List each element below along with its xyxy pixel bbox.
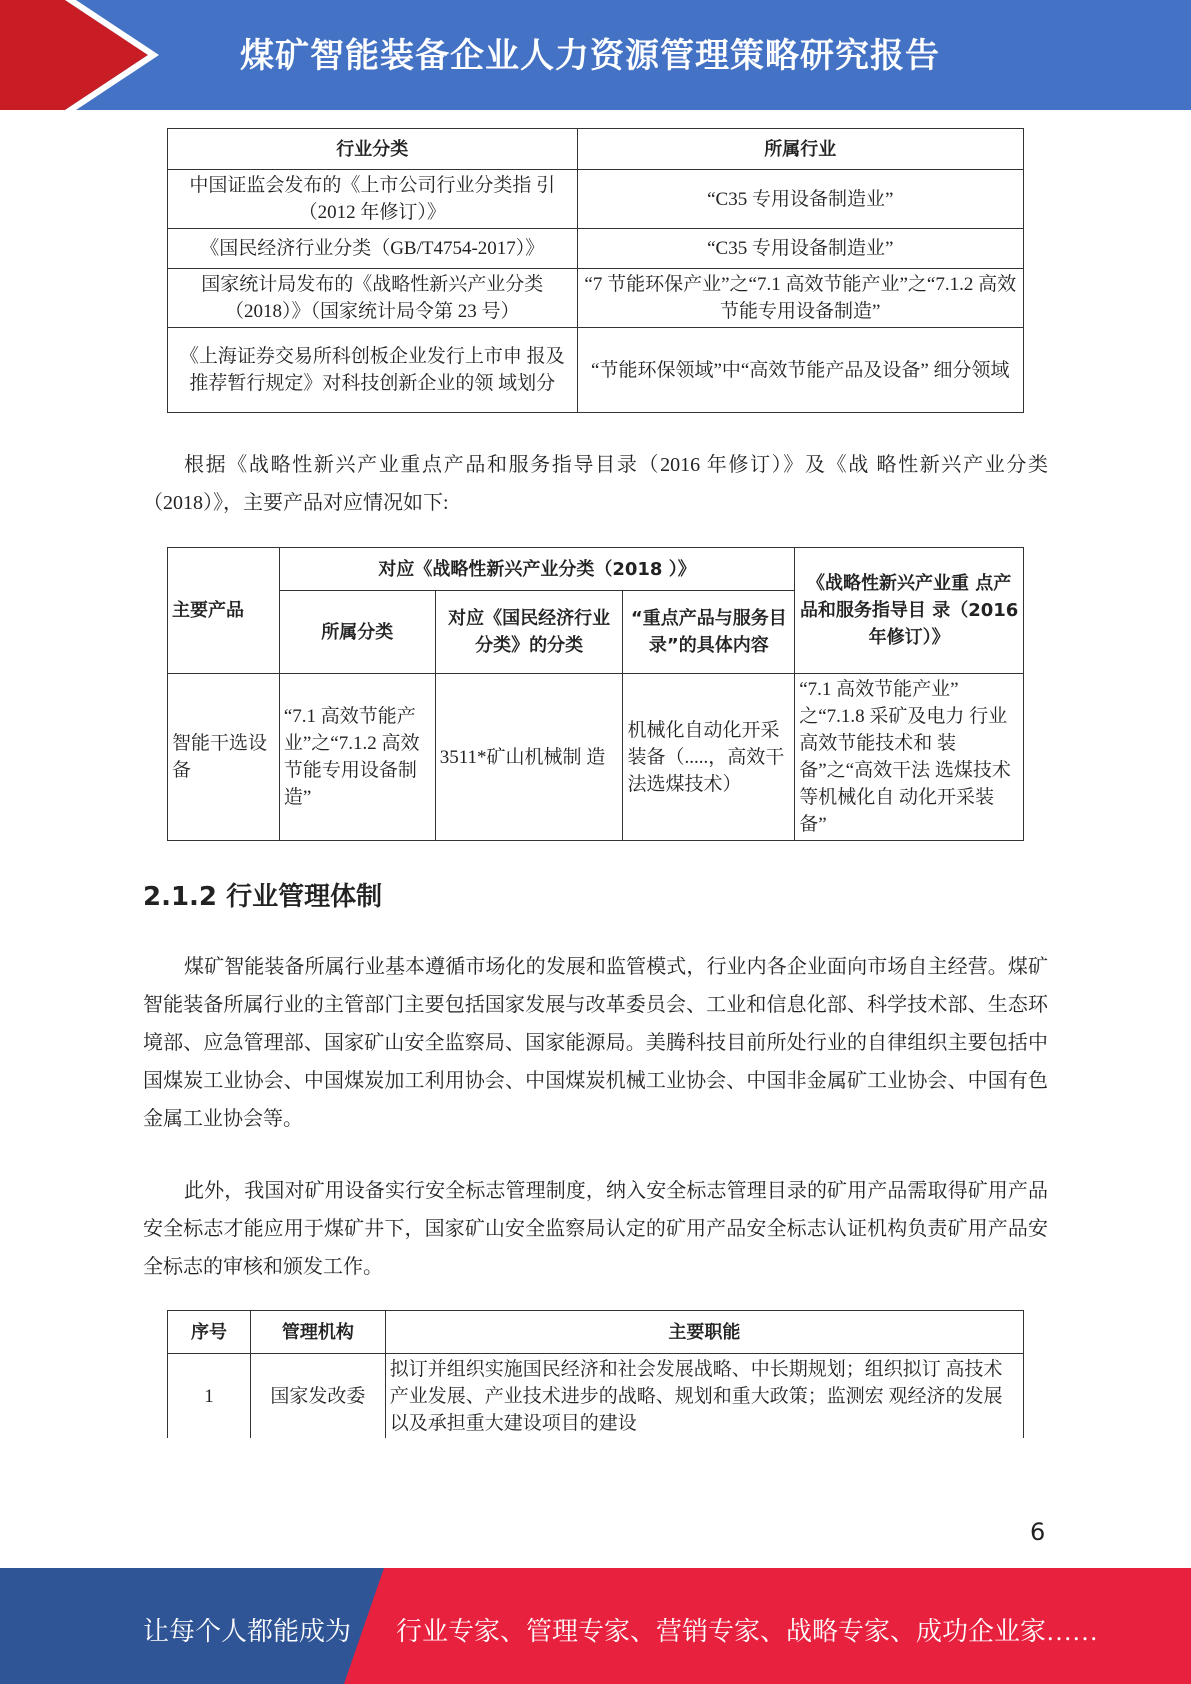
table1-cell: “C35 专用设备制造业” (577, 229, 1023, 269)
table1-cell: 国家统计局发布的《战略性新兴产业分类（2018）》（国家统计局令第 23 号） (168, 269, 578, 328)
table3-cell-index: 1 (168, 1354, 251, 1439)
table1-header-industry: 所属行业 (577, 129, 1023, 170)
intro-paragraph: 根据《战略性新兴产业重点产品和服务指导目录（2016 年修订）》及《战 略性新兴产业分类（2018）》，主要产品对应情况如下: (143, 454, 1048, 514)
footer-slogan-right: 行业专家、管理专家、营销专家、战略专家、成功企业家…… (396, 1617, 1099, 1646)
authority-table-clip (167, 1310, 1027, 1438)
product-cell: 智能干选设备 (168, 674, 280, 841)
sub-header-national-class: 对应《国民经济行业分类》的分类 (435, 591, 623, 674)
category-cell: “7.1 高效节能产业”之“7.1.2 高效节能专用设备制造” (279, 674, 435, 841)
table1-cell: “7 节能环保产业”之“7.1 高效节能产业”之“7.1.2 高效节能专用设备制造” (577, 269, 1023, 328)
directory-cell: “7.1 高效节能产业” 之“7.1.8 采矿及电力 行业高效节能技术和 装备”之“高效干法 选煤技术等机械化自 动化开采装备” (795, 674, 1024, 841)
table1-header-category: 行业分类 (168, 129, 578, 170)
page-number: 6 (1030, 1518, 1046, 1546)
footer-slogan-left: 让每个人都能成为 (143, 1617, 352, 1646)
section-heading: 2.1.2 行业管理体制 (143, 882, 383, 912)
product-mapping-table (167, 547, 1024, 841)
sub-header-category: 所属分类 (279, 591, 435, 674)
table1-cell: 中国证监会发布的《上市公司行业分类指 引（2012 年修订）》 (168, 170, 578, 229)
management-system-paragraph: 煤矿智能装备所属行业基本遵循市场化的发展和监管模式，行业内各企业面向市场自主经营。煤矿智能装备所属行业的主管部门主要包括国家发展与改革委员会、工业和信息化部、科学技术部、生态环境部、应急管理部、国家矿山安全监察局、国家能源局。美腾科技目前所处行业的自律组织主要包括中国煤炭工业协会、中国煤炭加工利用协会、中国煤炭机械工业协会、中国非金属矿工业协会、中国有色金属工业协会等。 (143, 956, 1048, 1130)
table3-cell-agency: 国家发改委 (250, 1354, 385, 1439)
table3-header-index: 序号 (168, 1311, 251, 1354)
safety-mark-paragraph: 此外，我国对矿用设备实行安全标志管理制度，纳入安全标志管理目录的矿用产品需取得矿用产品安全标志才能应用于煤矿井下，国家矿山安全监察局认定的矿用产品安全标志认证机构负责矿用产品安全标志的审核和颁发工作。 (143, 1180, 1048, 1278)
table3-header-agency: 管理机构 (250, 1311, 385, 1354)
table1-cell: “节能环保领域”中“高效节能产品及设备” 细分领域 (577, 328, 1023, 413)
directory-header: 《战略性新兴产业重 点产品和服务指导目 录（2016 年修订）》 (795, 548, 1024, 674)
catalog-content-cell: 机械化自动化开采装备（.....，高效干法选煤技术） (623, 674, 795, 841)
table3-header-function: 主要职能 (385, 1311, 1023, 1354)
table1-cell: 《上海证券交易所科创板企业发行上市申 报及推荐暂行规定》对科技创新企业的领 域划分 (168, 328, 578, 413)
table1-cell: “C35 专用设备制造业” (577, 170, 1023, 229)
header-banner (0, 0, 1191, 110)
authority-table (167, 1310, 1024, 1438)
footer-banner (0, 1568, 1191, 1684)
report-title: 煤矿智能装备企业人力资源管理策略研究报告 (240, 36, 940, 76)
sub-header-catalog: “重点产品与服务目录”的具体内容 (623, 591, 795, 674)
national-class-cell: 3511*矿山机械制 造 (435, 674, 623, 841)
classification-group-header: 对应《战略性新兴产业分类（2018 ）》 (279, 548, 794, 591)
industry-classification-table (167, 128, 1024, 413)
main-product-header: 主要产品 (168, 548, 280, 674)
table1-cell: 《国民经济行业分类（GB/T4754-2017）》 (168, 229, 578, 269)
table3-cell-function: 拟订并组织实施国民经济和社会发展战略、中长期规划；组织拟订 高技术产业发展、产业技术进步的战略、规划和重大政策；监测宏 观经济的发展以及承担重大建设项目的建设 (385, 1354, 1023, 1439)
